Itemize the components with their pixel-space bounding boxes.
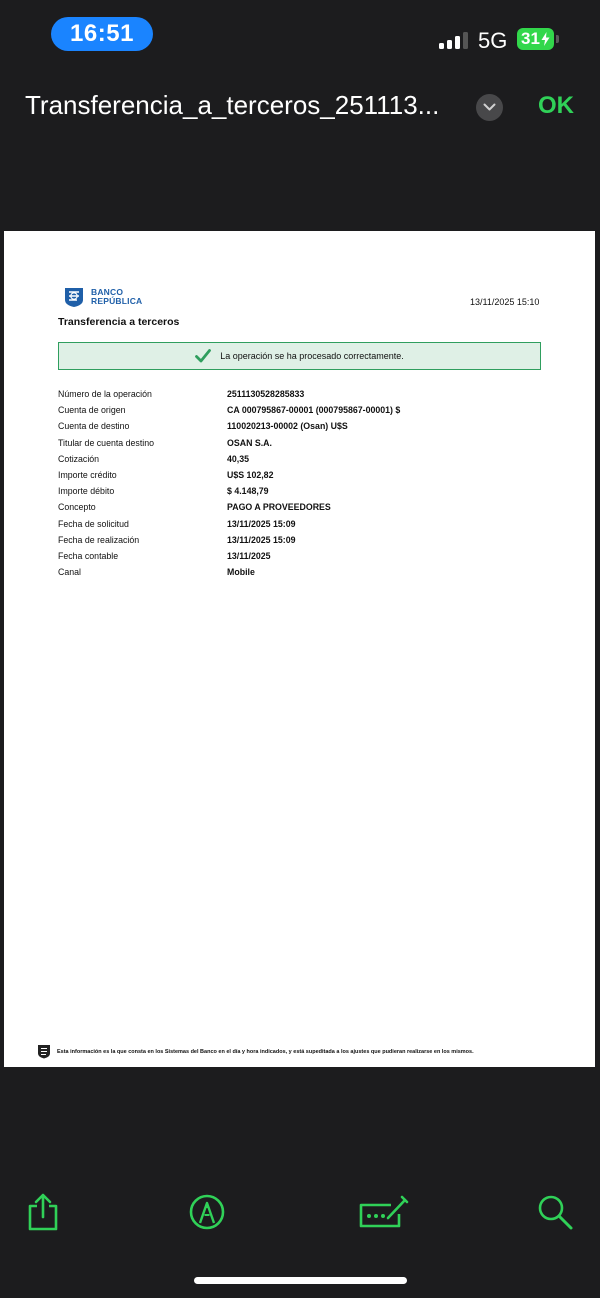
title-menu-button[interactable] [476,94,503,121]
detail-row [58,532,538,548]
detail-label: Cuenta de destino [58,421,130,432]
markup-icon [188,1193,226,1231]
cellular-signal-icon [439,31,468,49]
network-type: 5G [478,28,508,53]
signature-icon [357,1194,409,1230]
chevron-down-icon [483,103,496,112]
detail-value: 13/11/2025 [227,550,271,561]
document-heading: Transferencia a terceros [58,316,180,328]
detail-row [58,435,538,451]
bank-shield-small-icon [37,1044,51,1059]
success-banner [58,342,541,370]
detail-value: 13/11/2025 15:09 [227,534,296,545]
detail-label: Titular de cuenta destino [58,437,155,448]
document-footer [37,1044,474,1059]
battery-cap [556,35,559,43]
detail-label: Fecha contable [58,550,119,561]
detail-row [58,564,538,580]
detail-row [58,483,538,499]
bank-logo [63,286,142,308]
detail-value: 2511130528285833 [227,389,305,400]
share-icon [26,1192,60,1232]
share-button[interactable] [21,1190,65,1234]
detail-row [58,418,538,434]
success-message: La operación se ha procesado correctamente. [220,351,404,361]
home-indicator[interactable] [194,1277,407,1284]
detail-value: 13/11/2025 15:09 [227,518,296,529]
detail-label: Canal [58,567,81,578]
operation-details [58,386,538,580]
logo-line-1: BANCO [91,287,124,297]
document-title: Transferencia_a_terceros_251113... [25,90,440,120]
detail-row [58,402,538,418]
logo-line-2: REPÚBLICA [91,296,143,306]
detail-label: Cotización [58,453,100,464]
markup-button[interactable] [185,1190,229,1234]
battery-level: 31 [521,29,540,48]
detail-value: 110020213-00002 (Osan) U$S [227,421,348,432]
detail-value: PAGO A PROVEEDORES [227,502,331,513]
battery-icon [517,28,554,50]
detail-row [58,386,538,402]
document-page[interactable] [4,231,595,1067]
detail-value: 40,35 [227,453,250,464]
signature-button[interactable] [356,1190,410,1234]
checkmark-icon [195,349,211,363]
detail-row [58,467,538,483]
detail-row [58,499,538,515]
ok-button[interactable]: OK [538,92,574,119]
detail-label: Importe débito [58,486,115,497]
detail-row [58,516,538,532]
detail-label: Concepto [58,502,96,513]
search-icon [536,1193,574,1231]
detail-label: Cuenta de origen [58,405,126,416]
bank-shield-icon [63,286,85,308]
document-date: 13/11/2025 15:10 [470,297,540,307]
detail-label: Número de la operación [58,389,152,400]
detail-label: Importe crédito [58,470,117,481]
detail-value: CA 000795867-00001 (000795867-00001) $ [227,405,401,416]
detail-row [58,451,538,467]
detail-value: OSAN S.A. [227,437,272,448]
detail-label: Fecha de solicitud [58,518,129,529]
charging-bolt-icon [541,32,550,46]
detail-row [58,548,538,564]
detail-value: $ 4.148,79 [227,486,269,497]
detail-value: Mobile [227,567,255,578]
search-button[interactable] [533,1190,577,1234]
footer-disclaimer: Esta información es la que consta en los Sistemas del Banco en el día y hora indicados, y está supeditada a los ajustes que pudieran realizarse en los mismos. [57,1048,474,1055]
status-time: 16:51 [51,17,153,51]
detail-label: Fecha de realización [58,534,140,545]
detail-value: U$S 102,82 [227,470,274,481]
